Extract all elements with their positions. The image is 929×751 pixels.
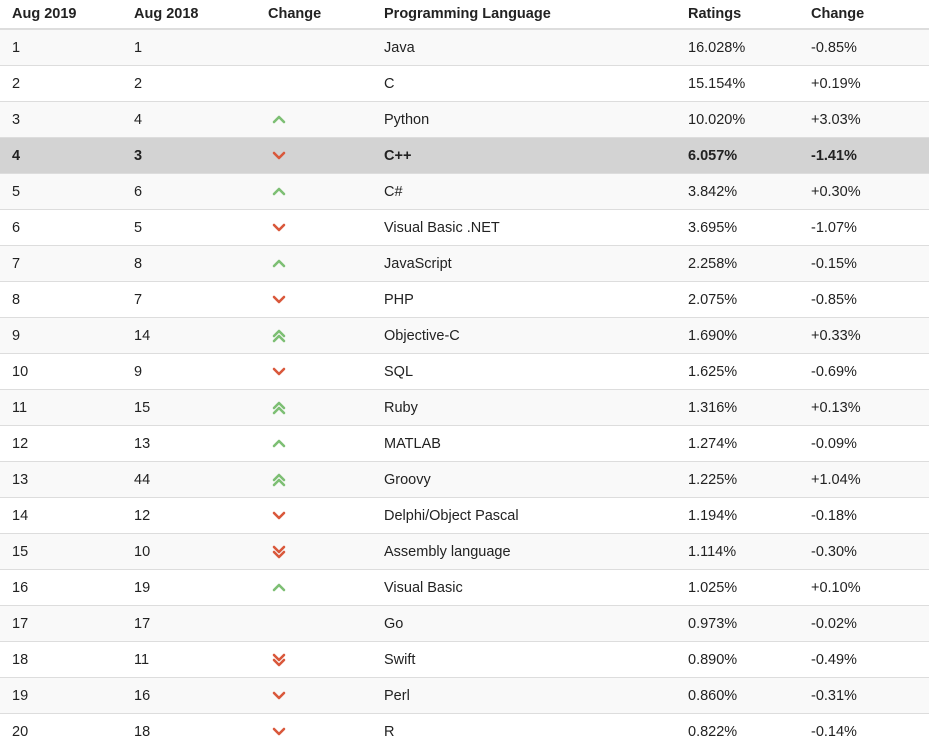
table-row	[0, 606, 929, 642]
cell-language: Delphi/Object Pascal	[384, 498, 688, 534]
chevron-down-icon	[272, 727, 286, 737]
cell-previous-rank: 13	[134, 426, 268, 462]
table-row	[0, 498, 929, 534]
cell-previous-rank: 2	[134, 66, 268, 102]
cell-rating: 10.020%	[688, 102, 811, 138]
cell-previous-rank: 19	[134, 570, 268, 606]
cell-language: Visual Basic	[384, 570, 688, 606]
cell-previous-rank: 7	[134, 282, 268, 318]
cell-current-rank: 13	[0, 462, 134, 498]
cell-language: Swift	[384, 642, 688, 678]
cell-current-rank: 7	[0, 246, 134, 282]
cell-rating: 0.860%	[688, 678, 811, 714]
cell-rating: 15.154%	[688, 66, 811, 102]
cell-current-rank: 5	[0, 174, 134, 210]
table-row	[0, 246, 929, 282]
cell-current-rank: 17	[0, 606, 134, 642]
chevron-up-icon	[272, 115, 286, 125]
cell-rating-change: +0.30%	[811, 174, 929, 210]
chevron-down-icon	[272, 295, 286, 305]
cell-rating-change: -0.02%	[811, 606, 929, 642]
cell-rating-change: -0.31%	[811, 678, 929, 714]
cell-current-rank: 18	[0, 642, 134, 678]
chevron-down-icon	[272, 223, 286, 233]
cell-current-rank: 6	[0, 210, 134, 246]
cell-previous-rank: 11	[134, 642, 268, 678]
cell-trend	[268, 29, 384, 66]
cell-rating-change: +0.33%	[811, 318, 929, 354]
cell-rating: 1.625%	[688, 354, 811, 390]
cell-rating: 1.274%	[688, 426, 811, 462]
cell-previous-rank: 8	[134, 246, 268, 282]
chevron-up-icon	[272, 187, 286, 197]
cell-trend	[268, 174, 384, 210]
table-row	[0, 29, 929, 66]
cell-previous-rank: 6	[134, 174, 268, 210]
cell-current-rank: 2	[0, 66, 134, 102]
cell-current-rank: 19	[0, 678, 134, 714]
cell-trend	[268, 714, 384, 750]
cell-language: C++	[384, 138, 688, 174]
cell-rating-change: +3.03%	[811, 102, 929, 138]
table-row	[0, 210, 929, 246]
cell-language: SQL	[384, 354, 688, 390]
cell-current-rank: 16	[0, 570, 134, 606]
cell-trend	[268, 534, 384, 570]
cell-previous-rank: 17	[134, 606, 268, 642]
table-row	[0, 570, 929, 606]
cell-previous-rank: 16	[134, 678, 268, 714]
cell-rating-change: +0.13%	[811, 390, 929, 426]
cell-language: R	[384, 714, 688, 750]
cell-current-rank: 12	[0, 426, 134, 462]
table-row	[0, 642, 929, 678]
cell-trend	[268, 426, 384, 462]
cell-language: Java	[384, 29, 688, 66]
table-row	[0, 174, 929, 210]
cell-trend	[268, 138, 384, 174]
chevron-down-icon	[272, 367, 286, 377]
cell-rating: 16.028%	[688, 29, 811, 66]
cell-rating: 1.316%	[688, 390, 811, 426]
cell-rating: 6.057%	[688, 138, 811, 174]
cell-rating: 1.194%	[688, 498, 811, 534]
chevron-up-icon	[272, 583, 286, 593]
header-language: Programming Language	[384, 0, 688, 29]
cell-current-rank: 11	[0, 390, 134, 426]
cell-current-rank: 20	[0, 714, 134, 750]
cell-trend	[268, 246, 384, 282]
table-row	[0, 678, 929, 714]
cell-language: Visual Basic .NET	[384, 210, 688, 246]
double-chevron-up-icon	[272, 329, 286, 343]
table-body	[0, 29, 929, 749]
cell-previous-rank: 44	[134, 462, 268, 498]
cell-trend	[268, 678, 384, 714]
cell-rating-change: +0.19%	[811, 66, 929, 102]
header-current-rank: Aug 2019	[0, 0, 134, 29]
table-row	[0, 426, 929, 462]
cell-rating-change: -0.18%	[811, 498, 929, 534]
cell-rating: 1.025%	[688, 570, 811, 606]
cell-rating: 1.225%	[688, 462, 811, 498]
cell-rating: 2.258%	[688, 246, 811, 282]
cell-trend	[268, 354, 384, 390]
header-rating-change: Change	[811, 0, 929, 29]
cell-rating-change: +0.10%	[811, 570, 929, 606]
cell-current-rank: 1	[0, 29, 134, 66]
cell-trend	[268, 462, 384, 498]
table-header	[0, 0, 929, 29]
chevron-down-icon	[272, 151, 286, 161]
cell-language: PHP	[384, 282, 688, 318]
cell-previous-rank: 10	[134, 534, 268, 570]
double-chevron-up-icon	[272, 473, 286, 487]
table-row	[0, 282, 929, 318]
cell-rating: 0.822%	[688, 714, 811, 750]
header-row	[0, 0, 929, 29]
cell-rating-change: -0.30%	[811, 534, 929, 570]
cell-previous-rank: 14	[134, 318, 268, 354]
chevron-up-icon	[272, 259, 286, 269]
cell-current-rank: 10	[0, 354, 134, 390]
header-trend: Change	[268, 0, 384, 29]
cell-trend	[268, 102, 384, 138]
cell-rating: 1.114%	[688, 534, 811, 570]
cell-language: C#	[384, 174, 688, 210]
cell-rating-change: -0.85%	[811, 282, 929, 318]
cell-current-rank: 3	[0, 102, 134, 138]
table-row	[0, 354, 929, 390]
header-previous-rank: Aug 2018	[134, 0, 268, 29]
cell-trend	[268, 390, 384, 426]
cell-trend	[268, 318, 384, 354]
cell-rating-change: -0.14%	[811, 714, 929, 750]
cell-language: Go	[384, 606, 688, 642]
table-row	[0, 66, 929, 102]
cell-current-rank: 14	[0, 498, 134, 534]
cell-rating-change: -0.15%	[811, 246, 929, 282]
cell-current-rank: 15	[0, 534, 134, 570]
cell-previous-rank: 9	[134, 354, 268, 390]
double-chevron-down-icon	[272, 545, 286, 559]
cell-trend	[268, 606, 384, 642]
cell-rating-change: +1.04%	[811, 462, 929, 498]
cell-rating: 1.690%	[688, 318, 811, 354]
chevron-up-icon	[272, 439, 286, 449]
header-ratings: Ratings	[688, 0, 811, 29]
cell-rating-change: -0.69%	[811, 354, 929, 390]
cell-trend	[268, 642, 384, 678]
cell-trend	[268, 570, 384, 606]
table-row	[0, 714, 929, 750]
cell-rating: 3.695%	[688, 210, 811, 246]
cell-rating-change: -0.49%	[811, 642, 929, 678]
cell-rating: 0.973%	[688, 606, 811, 642]
double-chevron-down-icon	[272, 653, 286, 667]
cell-rating-change: -1.07%	[811, 210, 929, 246]
cell-current-rank: 4	[0, 138, 134, 174]
table-row	[0, 462, 929, 498]
cell-rating: 2.075%	[688, 282, 811, 318]
cell-previous-rank: 3	[134, 138, 268, 174]
table-row	[0, 318, 929, 354]
cell-rating-change: -0.09%	[811, 426, 929, 462]
cell-previous-rank: 4	[134, 102, 268, 138]
table-row	[0, 138, 929, 174]
cell-rating-change: -1.41%	[811, 138, 929, 174]
cell-previous-rank: 5	[134, 210, 268, 246]
cell-trend	[268, 498, 384, 534]
cell-language: Assembly language	[384, 534, 688, 570]
cell-previous-rank: 15	[134, 390, 268, 426]
cell-language: C	[384, 66, 688, 102]
table-row	[0, 534, 929, 570]
cell-previous-rank: 1	[134, 29, 268, 66]
cell-rating: 3.842%	[688, 174, 811, 210]
table-row	[0, 102, 929, 138]
table-row	[0, 390, 929, 426]
cell-language: MATLAB	[384, 426, 688, 462]
cell-rating-change: -0.85%	[811, 29, 929, 66]
cell-rating: 0.890%	[688, 642, 811, 678]
cell-language: Groovy	[384, 462, 688, 498]
cell-previous-rank: 12	[134, 498, 268, 534]
cell-language: Ruby	[384, 390, 688, 426]
cell-language: JavaScript	[384, 246, 688, 282]
chevron-down-icon	[272, 691, 286, 701]
cell-trend	[268, 66, 384, 102]
cell-trend	[268, 210, 384, 246]
cell-trend	[268, 282, 384, 318]
double-chevron-up-icon	[272, 401, 286, 415]
cell-current-rank: 9	[0, 318, 134, 354]
cell-current-rank: 8	[0, 282, 134, 318]
chevron-down-icon	[272, 511, 286, 521]
cell-language: Objective-C	[384, 318, 688, 354]
cell-language: Python	[384, 102, 688, 138]
cell-previous-rank: 18	[134, 714, 268, 750]
cell-language: Perl	[384, 678, 688, 714]
